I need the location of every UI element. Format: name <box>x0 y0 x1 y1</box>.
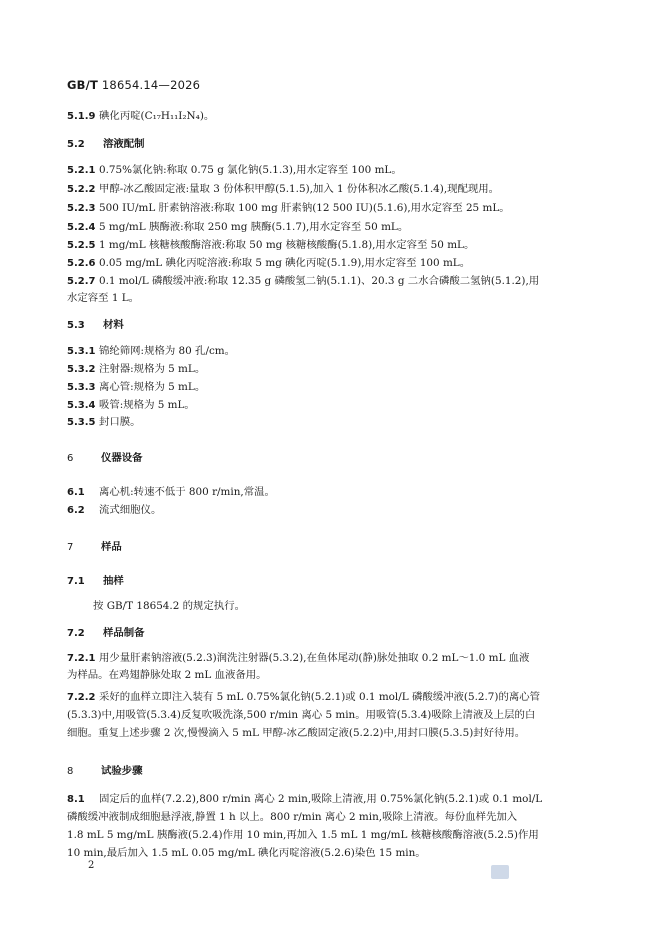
clause-text: 锦纶筛网:规格为 80 孔/cm。 <box>99 345 236 357</box>
clause-line <box>67 220 595 235</box>
clause-number: 7.2.2 <box>67 692 96 703</box>
clause-text: 为样品。在鸡翅静脉处取 2 mL 血液备用。 <box>67 669 267 681</box>
standard-prefix: GB/T <box>67 78 99 92</box>
continuation-line <box>67 668 595 682</box>
heading-title: 仪器设备 <box>101 452 143 464</box>
clause-text: 离心管:规格为 5 mL。 <box>99 381 206 393</box>
clause-line <box>67 503 595 518</box>
clause-number: 8.1 <box>67 794 85 805</box>
clause-line <box>67 362 595 377</box>
clause-text: 离心机:转速不低于 800 r/min,常温。 <box>99 486 275 498</box>
clause-text: 甲醇-冰乙酸固定液:量取 3 份体积甲醇(5.1.5),加入 1 份体积冰乙酸(5.1.4),现配现用。 <box>99 183 500 195</box>
clause-text: 5 mg/mL 胰酶液:称取 250 mg 胰酶(5.1.7),用水定容至 50 mL。 <box>99 221 409 233</box>
clause-text: 1.8 mL 5 mg/mL 胰酶液(5.2.4)作用 10 min,再加入 1.5 mL 1 mg/mL 核糖核酸酶溶液(5.2.5)作用 <box>67 829 539 841</box>
continuation-line <box>67 810 595 824</box>
clause-line <box>67 274 595 289</box>
clause-line <box>67 182 595 197</box>
clause-number: 6 <box>67 453 74 464</box>
clause-number: 5.2.7 <box>67 276 96 287</box>
heading-title: 抽样 <box>103 575 124 587</box>
clause-line <box>67 485 595 500</box>
clause-text: 水定容至 1 L。 <box>67 292 140 304</box>
clause-number: 6.2 <box>67 505 85 516</box>
clause-text: 固定后的血样(7.2.2),800 r/min 离心 2 min,吸除上清液,用 0.75%氯化钠(5.2.1)或 0.1 mol/L <box>99 793 543 805</box>
continuation-line <box>67 726 595 740</box>
clause-number: 7 <box>67 542 74 553</box>
clause-line <box>67 256 595 271</box>
section-heading <box>67 451 595 466</box>
clause-number: 5.2.4 <box>67 222 96 233</box>
clause-text: 碘化丙啶(C₁₇H₁₁I₂N₄)。 <box>99 110 215 122</box>
heading-title: 材料 <box>103 319 124 331</box>
standard-number: 18654.14—2026 <box>98 78 201 92</box>
clause-number: 5.3.3 <box>67 382 96 393</box>
clause-number: 5.3 <box>67 320 85 331</box>
clause-line <box>67 344 595 359</box>
clause-text: 细胞。重复上述步骤 2 次,慢慢滴入 5 mL 甲醇-冰乙酸固定液(5.2.2)中,用封口膜(5.3.5)封好待用。 <box>67 727 526 739</box>
continuation-line <box>67 291 595 305</box>
clause-number: 5.2.6 <box>67 258 96 269</box>
clause-text: 1 mg/mL 核糖核酸酶溶液:称取 50 mg 核糖核酸酶(5.1.8),用水定容至 50 mL。 <box>99 239 475 251</box>
clause-number: 5.2.2 <box>67 184 96 195</box>
standard-header <box>67 78 200 92</box>
clause-number: 5.2.3 <box>67 203 96 214</box>
clause-number: 6.1 <box>67 487 85 498</box>
section-heading <box>67 540 595 555</box>
heading-title: 样品制备 <box>103 627 145 639</box>
continuation-line <box>67 599 621 613</box>
clause-text: 封口膜。 <box>99 416 141 428</box>
clause-line <box>67 201 595 216</box>
clause-number: 7.2 <box>67 628 85 639</box>
clause-number: 5.2 <box>67 139 85 150</box>
clause-number: 5.3.5 <box>67 417 96 428</box>
clause-text: 500 IU/mL 肝素钠溶液:称取 100 mg 肝素钠(12 500 IU)(5.1.6),用水定容至 25 mL。 <box>99 202 510 214</box>
clause-text: 采好的血样立即注入装有 5 mL 0.75%氯化钠(5.2.1)或 0.1 mol/L 磷酸缓冲液(5.2.7)的离心管 <box>99 691 541 703</box>
clause-number: 5.3.1 <box>67 346 96 357</box>
clause-text: 0.75%氯化钠:称取 0.75 g 氯化钠(5.1.3),用水定容至 100 mL。 <box>99 164 402 176</box>
clause-text: 吸管:规格为 5 mL。 <box>99 399 195 411</box>
clause-line <box>67 380 595 395</box>
clause-text: 用少量肝素钠溶液(5.2.3)润洗注射器(5.3.2),在鱼体尾动(静)脉处抽取 0.2 mL～1.0 mL 血液 <box>99 652 530 664</box>
section-heading <box>67 318 595 333</box>
heading-title: 试验步骤 <box>101 765 143 777</box>
clause-number: 5.3.2 <box>67 364 96 375</box>
page-number: 2 <box>88 860 95 871</box>
clause-number: 5.1.9 <box>67 111 96 122</box>
watermark-logo <box>491 865 509 879</box>
clause-number: 5.3.4 <box>67 400 96 411</box>
clause-line <box>67 792 595 807</box>
clause-text: 0.1 mol/L 磷酸缓冲液:称取 12.35 g 磷酸氢二钠(5.1.1)、20.3 g 二水合磷酸二氢钠(5.1.2),用 <box>99 275 540 287</box>
clause-line <box>67 690 595 705</box>
clause-text: (5.3.3)中,用吸管(5.3.4)反复吹吸洗涤,500 r/min 离心 5 min。用吸管(5.3.4)吸除上清液及上层的白 <box>67 709 536 721</box>
heading-title: 溶液配制 <box>103 138 145 150</box>
clause-text: 注射器:规格为 5 mL。 <box>99 363 206 375</box>
clause-line <box>67 398 595 413</box>
clause-line <box>67 651 595 666</box>
continuation-line <box>67 708 595 722</box>
clause-text: 10 min,最后加入 1.5 mL 0.05 mg/mL 碘化丙啶溶液(5.2.6)染色 15 min。 <box>67 847 426 859</box>
clause-text: 0.05 mg/mL 碘化丙啶溶液:称取 5 mg 碘化丙啶(5.1.9),用水定容至 100 mL。 <box>99 257 471 269</box>
section-heading <box>67 137 595 152</box>
clause-line <box>67 238 595 253</box>
clause-number: 7.1 <box>67 576 85 587</box>
clause-number: 5.2.1 <box>67 165 96 176</box>
clause-number: 8 <box>67 766 74 777</box>
section-heading <box>67 626 595 641</box>
clause-line <box>67 415 595 430</box>
section-heading <box>67 574 595 589</box>
clause-number: 5.2.5 <box>67 240 96 251</box>
clause-text: 流式细胞仪。 <box>99 504 162 516</box>
continuation-line <box>67 846 595 860</box>
clause-text: 磷酸缓冲液制成细胞悬浮液,静置 1 h 以上。800 r/min 离心 2 min,吸除上清液。每份血样先加入 <box>67 811 518 823</box>
continuation-line <box>67 828 595 842</box>
clause-line <box>67 163 595 178</box>
clause-number: 7.2.1 <box>67 653 96 664</box>
clause-text: 按 GB/T 18654.2 的规定执行。 <box>93 600 245 612</box>
heading-title: 样品 <box>101 541 122 553</box>
clause-line <box>67 109 595 124</box>
section-heading <box>67 764 595 779</box>
